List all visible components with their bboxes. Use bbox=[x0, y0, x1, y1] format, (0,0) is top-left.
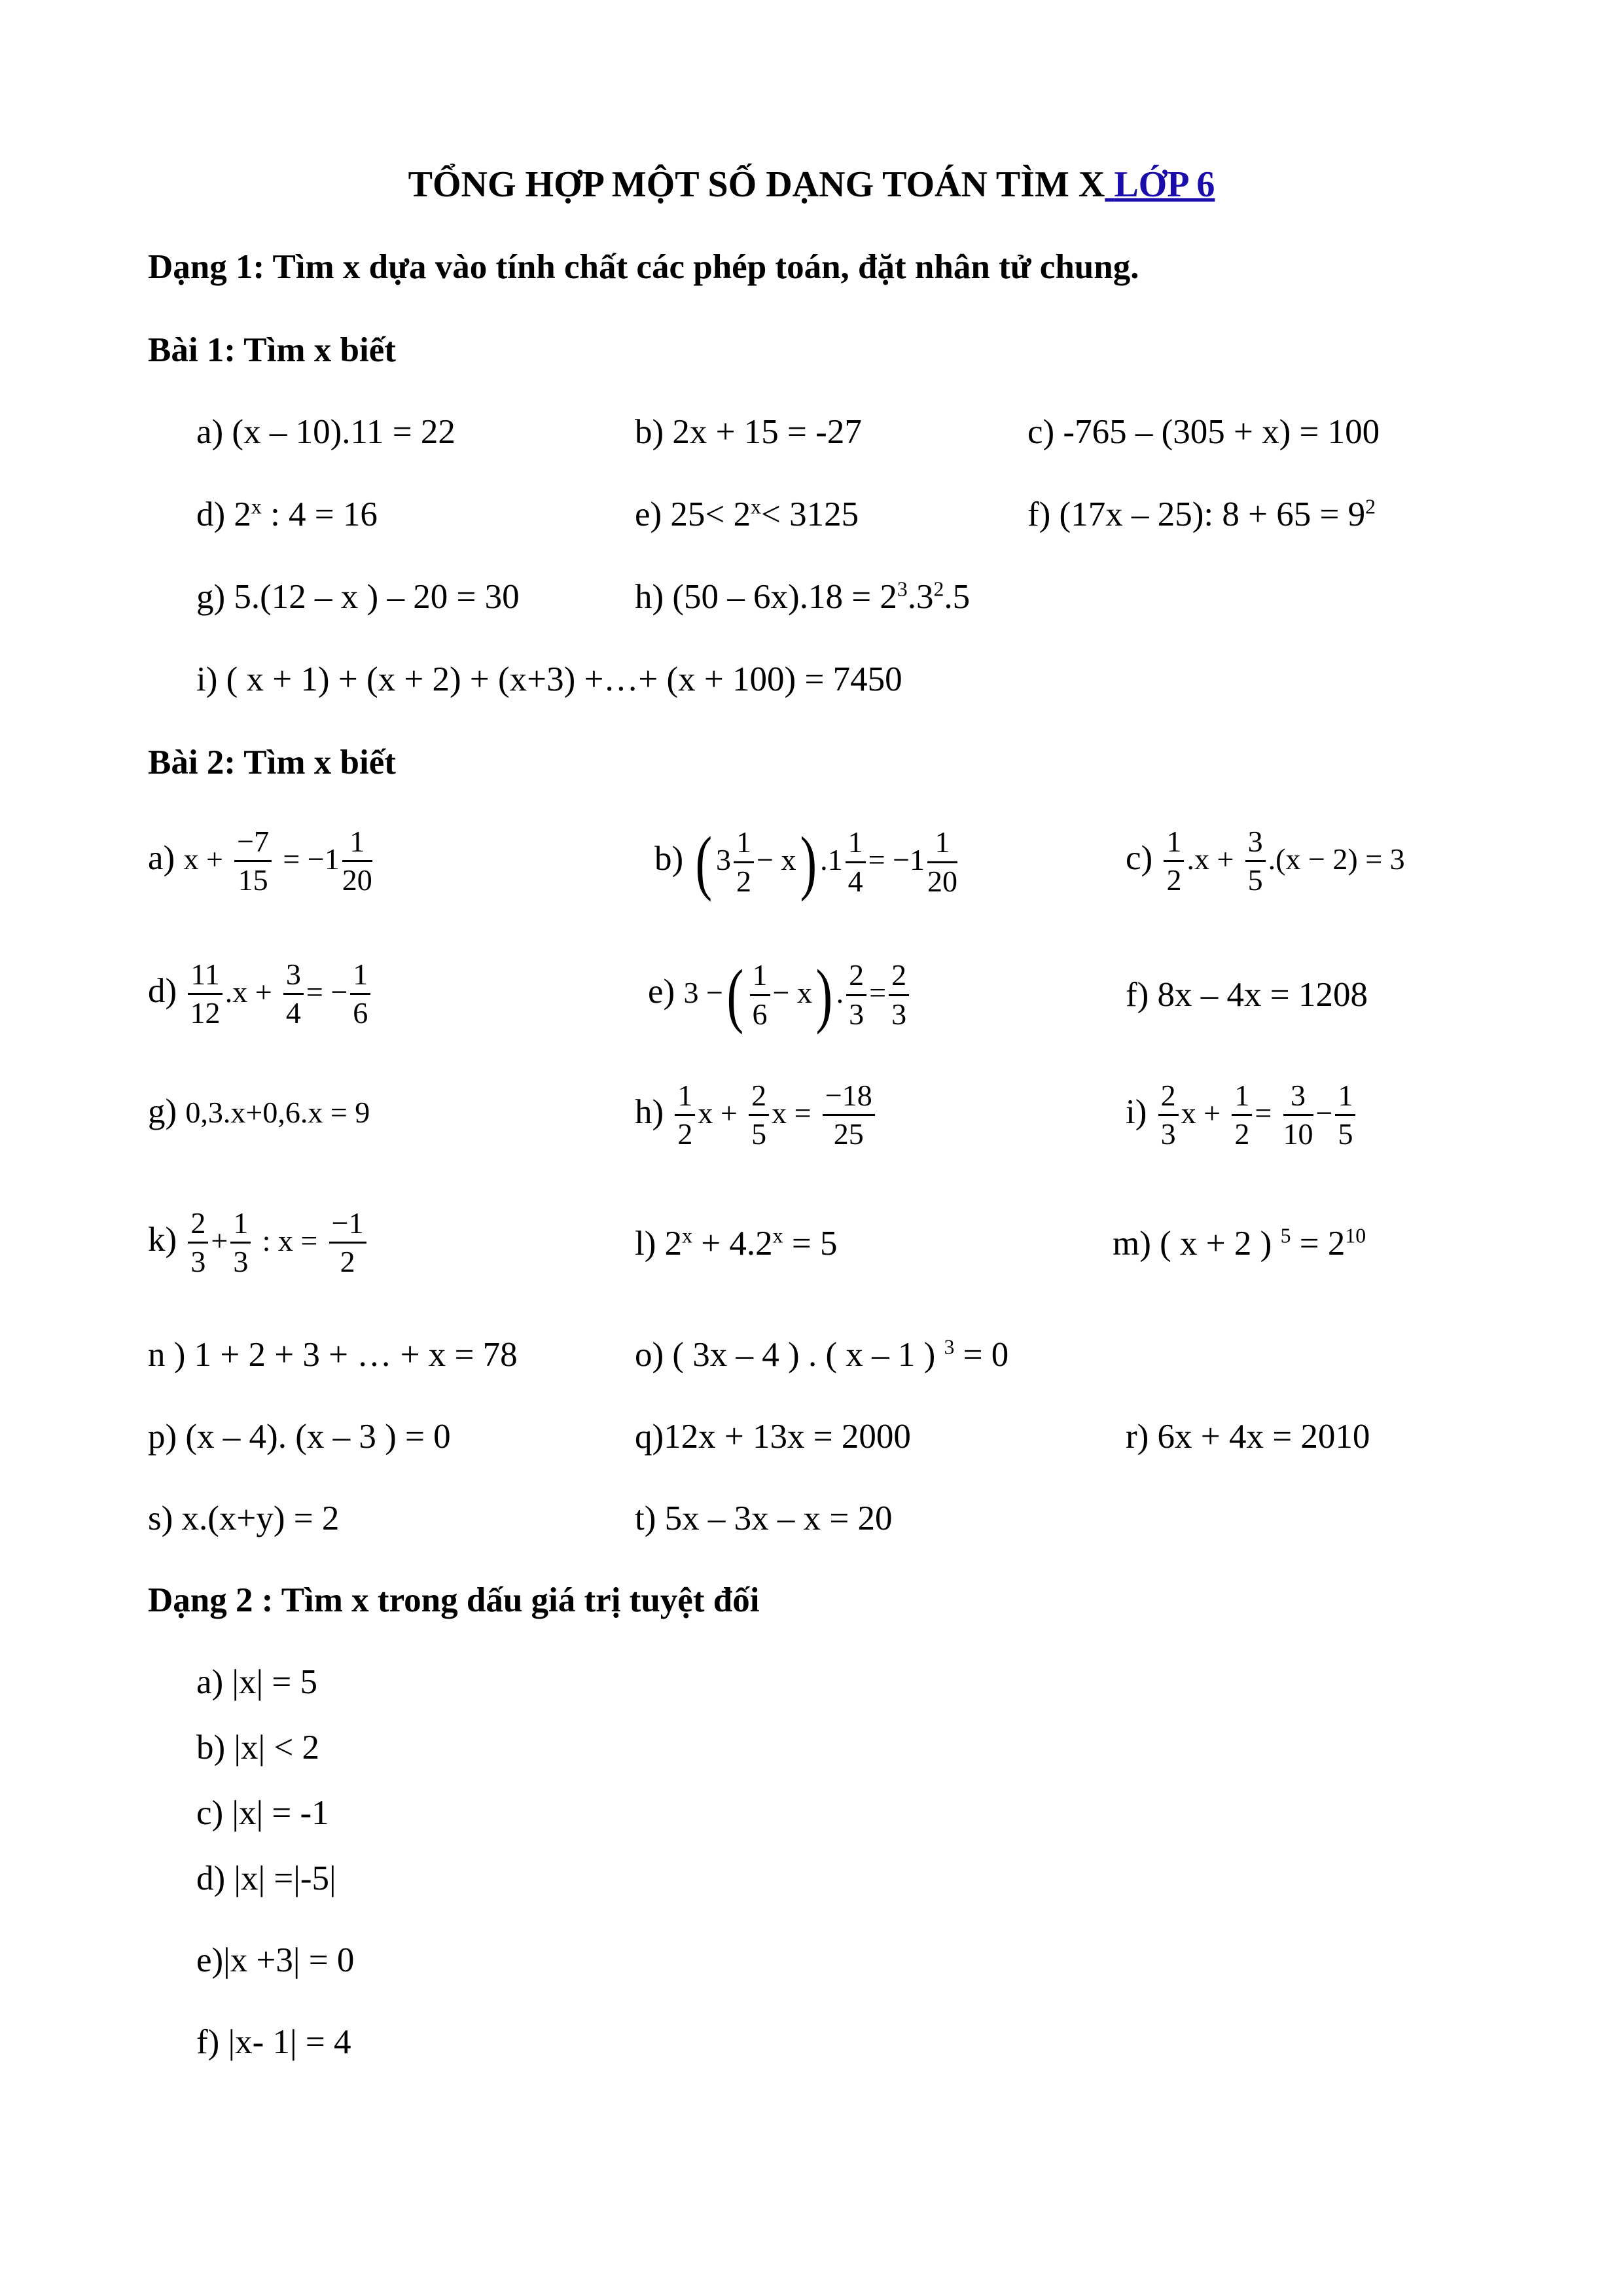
frac-den: 20 bbox=[927, 864, 958, 898]
bai2-l bbox=[635, 1224, 837, 1263]
bai2-a-term: x + bbox=[183, 842, 223, 876]
frac-num: −7 bbox=[234, 826, 272, 862]
bai2-f: f) 8x – 4x = 1208 bbox=[1126, 976, 1368, 1014]
dang2-item-c: c) |x| = -1 bbox=[196, 1794, 329, 1832]
left-paren: ( bbox=[726, 955, 744, 1035]
bai2-e bbox=[648, 955, 912, 1035]
dang2-item-d: d) |x| =|-5| bbox=[196, 1859, 336, 1897]
frac-num: 1 bbox=[1232, 1080, 1252, 1116]
bai2-a bbox=[148, 826, 375, 897]
bai1-f bbox=[1027, 495, 1376, 534]
frac-den: 3 bbox=[1160, 1117, 1176, 1151]
bai2-l-base: l) 2 bbox=[635, 1225, 683, 1263]
bai1-f-exp: 2 bbox=[1365, 495, 1376, 518]
bai2-g-expr: 0,3.x+0,6.x = 9 bbox=[185, 1096, 370, 1129]
bai1-i: i) ( x + 1) + (x + 2) + (x+3) +…+ (x + 100) = 7450 bbox=[196, 660, 902, 698]
bai2-a-label: a) bbox=[148, 838, 175, 877]
bai2-i-term: x + bbox=[1181, 1096, 1221, 1130]
bai2-e-dot: . bbox=[836, 976, 844, 1010]
bai2-l-exp1: x bbox=[682, 1224, 693, 1247]
bai1-h-base: h) (50 – 6x).18 = 2 bbox=[635, 578, 897, 616]
frac-num: 3 bbox=[1245, 826, 1266, 862]
bai2-c bbox=[1126, 826, 1405, 897]
bai2-a-term2: = −1 bbox=[283, 842, 340, 876]
frac-den: 5 bbox=[751, 1117, 767, 1151]
bai1-h bbox=[635, 577, 970, 617]
frac-num: −1 bbox=[329, 1208, 366, 1244]
bai2-o-rest: = 0 bbox=[954, 1336, 1009, 1374]
bai1-a: a) (x – 10).11 = 22 bbox=[196, 413, 455, 451]
bai1-g: g) 5.(12 – x ) – 20 = 30 bbox=[196, 578, 520, 616]
bai2-i-label: i) bbox=[1126, 1092, 1147, 1131]
frac-num: 1 bbox=[1164, 826, 1184, 862]
frac-den: 12 bbox=[190, 996, 221, 1030]
bai2-d bbox=[148, 959, 373, 1030]
frac-den: 4 bbox=[847, 864, 863, 898]
frac-den: 2 bbox=[1234, 1117, 1250, 1151]
dang2-heading: Dạng 2 : Tìm x trong dấu giá trị tuyệt đối bbox=[148, 1581, 760, 1619]
bai2-e-eq: = bbox=[869, 976, 887, 1010]
bai2-m-base: m) ( x + 2 ) bbox=[1113, 1225, 1281, 1263]
dang2-item-b: b) |x| < 2 bbox=[196, 1729, 320, 1767]
left-paren: ( bbox=[695, 822, 713, 902]
bai1-e bbox=[635, 495, 859, 534]
title-link-text: LỚP 6 bbox=[1114, 164, 1215, 205]
frac-num: 3 bbox=[1283, 1080, 1313, 1116]
bai2-b-whole: 3 bbox=[716, 843, 732, 877]
bai1-e-exp: x bbox=[751, 495, 761, 518]
bai1-h-rest: .5 bbox=[944, 578, 971, 616]
bai2-b-term4: = −1 bbox=[868, 843, 925, 877]
bai1-b: b) 2x + 15 = -27 bbox=[635, 413, 862, 451]
bai2-o-base: o) ( 3x – 4 ) . ( x – 1 ) bbox=[635, 1336, 944, 1374]
bai2-heading: Bài 2: Tìm x biết bbox=[148, 744, 396, 781]
bai2-g bbox=[148, 1092, 370, 1131]
bai2-q: q)12x + 13x = 2000 bbox=[635, 1418, 911, 1456]
bai2-e-term2: − x bbox=[772, 976, 812, 1010]
bai1-h-exp2: 2 bbox=[933, 577, 944, 601]
frac-num: 1 bbox=[750, 960, 770, 996]
bai2-l-exp2: x bbox=[772, 1224, 783, 1247]
bai2-n: n ) 1 + 2 + 3 + … + x = 78 bbox=[148, 1336, 518, 1374]
bai2-d-term: .x + bbox=[224, 975, 272, 1009]
frac-den: 6 bbox=[353, 996, 368, 1030]
bai2-m bbox=[1113, 1224, 1366, 1263]
frac-den: 5 bbox=[1338, 1117, 1353, 1151]
bai2-k-label: k) bbox=[148, 1220, 177, 1259]
bai2-h-label: h) bbox=[635, 1092, 664, 1131]
frac-num: 2 bbox=[188, 1208, 208, 1244]
bai2-d-label: d) bbox=[148, 971, 177, 1010]
frac-den: 2 bbox=[340, 1245, 355, 1279]
frac-num: 1 bbox=[230, 1208, 251, 1244]
bai2-e-label: e) bbox=[648, 973, 675, 1011]
bai2-c-term2: .(x − 2) = 3 bbox=[1268, 842, 1405, 876]
frac-den: 20 bbox=[342, 863, 372, 897]
dang2-item-e: e)|x +3| = 0 bbox=[196, 1941, 355, 1979]
frac-den: 2 bbox=[736, 864, 752, 898]
frac-num: 11 bbox=[188, 959, 222, 995]
frac-den: 15 bbox=[238, 863, 268, 897]
bai1-h-exp1: 3 bbox=[897, 577, 908, 601]
frac-den: 10 bbox=[1283, 1117, 1313, 1151]
frac-den: 5 bbox=[1247, 863, 1263, 897]
bai1-h-mid: .3 bbox=[907, 578, 934, 616]
dang2-item-f: f) |x- 1| = 4 bbox=[196, 2023, 351, 2061]
frac-den: 3 bbox=[190, 1245, 206, 1279]
bai2-m-exp2: 10 bbox=[1345, 1224, 1366, 1247]
bai2-p: p) (x – 4). (x – 3 ) = 0 bbox=[148, 1418, 451, 1456]
bai2-m-exp1: 5 bbox=[1280, 1224, 1291, 1247]
bai1-d-rest: : 4 = 16 bbox=[261, 495, 378, 533]
bai2-t: t) 5x – 3x – x = 20 bbox=[635, 1499, 893, 1537]
bai2-o bbox=[635, 1335, 1008, 1374]
frac-num: 1 bbox=[734, 827, 754, 863]
bai2-k-plus: + bbox=[211, 1223, 228, 1257]
bai2-i-term2: = bbox=[1255, 1096, 1272, 1130]
bai1-c: c) -765 – (305 + x) = 100 bbox=[1027, 413, 1380, 451]
bai2-s: s) x.(x+y) = 2 bbox=[148, 1499, 340, 1537]
frac-num: −18 bbox=[823, 1080, 875, 1116]
bai2-d-term2: = − bbox=[306, 975, 348, 1009]
frac-den: 2 bbox=[677, 1117, 693, 1151]
right-paren: ) bbox=[799, 822, 817, 902]
frac-den: 3 bbox=[891, 997, 907, 1031]
frac-num: 2 bbox=[1158, 1080, 1179, 1116]
bai1-e-base: e) 25< 2 bbox=[635, 495, 751, 533]
bai2-c-label: c) bbox=[1126, 838, 1153, 877]
bai2-m-mid: = 2 bbox=[1291, 1225, 1346, 1263]
title-link-lop6[interactable] bbox=[1105, 164, 1215, 205]
bai2-r: r) 6x + 4x = 2010 bbox=[1126, 1418, 1370, 1456]
bai1-e-rest: < 3125 bbox=[760, 495, 859, 533]
bai2-g-label: g) bbox=[148, 1092, 177, 1130]
right-paren: ) bbox=[815, 955, 833, 1035]
bai2-i-term3: − bbox=[1315, 1096, 1333, 1130]
frac-den: 4 bbox=[285, 996, 301, 1030]
frac-den: 2 bbox=[1166, 863, 1182, 897]
frac-den: 6 bbox=[752, 997, 768, 1031]
frac-num: 2 bbox=[846, 960, 866, 996]
bai2-h-term2: x = bbox=[772, 1096, 812, 1130]
bai1-d bbox=[196, 495, 378, 534]
frac-den: 25 bbox=[833, 1117, 864, 1151]
dang1-heading: Dạng 1: Tìm x dựa vào tính chất các phép toán, đặt nhân tử chung. bbox=[148, 248, 1139, 286]
bai2-b bbox=[654, 822, 960, 902]
dang2-item-a: a) |x| = 5 bbox=[196, 1663, 318, 1701]
bai1-d-base: d) 2 bbox=[196, 495, 251, 533]
bai2-c-term: .x + bbox=[1186, 842, 1234, 876]
bai2-h-term: x + bbox=[698, 1096, 738, 1130]
frac-num: 1 bbox=[927, 827, 957, 863]
page-title bbox=[0, 164, 1623, 206]
bai1-f-base: f) (17x – 25): 8 + 65 = 9 bbox=[1027, 495, 1366, 533]
bai2-i bbox=[1126, 1080, 1358, 1151]
bai2-l-mid: + 4.2 bbox=[692, 1225, 773, 1263]
frac-num: 1 bbox=[350, 959, 370, 995]
title-main: TỔNG HỢP MỘT SỐ DẠNG TOÁN TÌM X bbox=[408, 164, 1105, 205]
frac-num: 2 bbox=[749, 1080, 769, 1116]
frac-num: 1 bbox=[846, 827, 866, 863]
frac-num: 1 bbox=[342, 826, 372, 862]
bai1-d-exp: x bbox=[251, 495, 262, 518]
bai2-l-rest: = 5 bbox=[783, 1225, 838, 1263]
bai2-b-label: b) bbox=[654, 840, 684, 878]
bai2-b-term: − x bbox=[757, 843, 796, 877]
frac-num: 1 bbox=[675, 1080, 695, 1116]
frac-num: 3 bbox=[283, 959, 304, 995]
bai1-heading: Bài 1: Tìm x biết bbox=[148, 331, 396, 369]
bai2-e-term: 3 − bbox=[683, 976, 723, 1010]
frac-den: 3 bbox=[233, 1245, 249, 1279]
frac-num: 1 bbox=[1335, 1080, 1355, 1116]
bai2-k bbox=[148, 1208, 369, 1278]
frac-den: 3 bbox=[849, 997, 865, 1031]
bai2-o-exp: 3 bbox=[944, 1335, 955, 1359]
frac-num: 2 bbox=[889, 960, 909, 996]
bai2-k-term: : x = bbox=[262, 1223, 318, 1257]
bai2-h bbox=[635, 1080, 878, 1151]
bai2-b-term3: .1 bbox=[820, 843, 843, 877]
